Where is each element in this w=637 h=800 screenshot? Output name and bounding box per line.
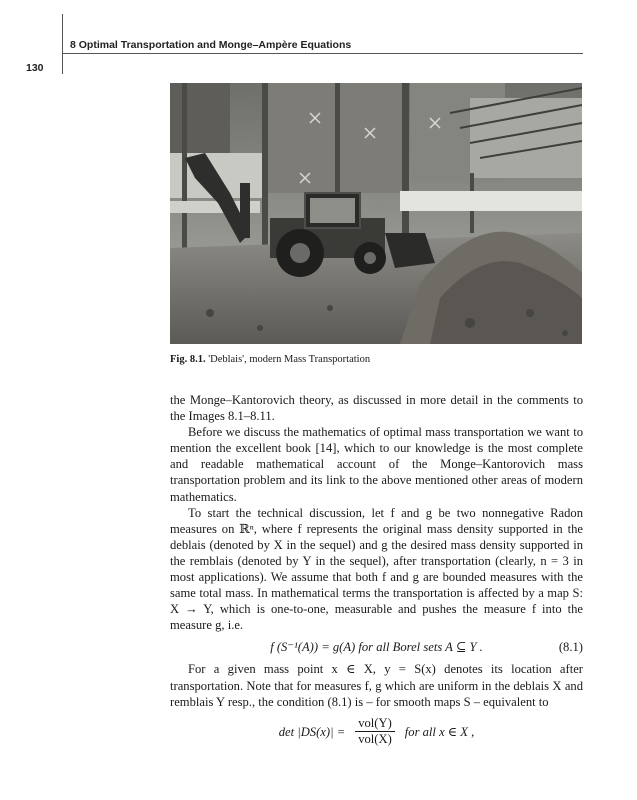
equation-det-right: for all x ∈ X , bbox=[404, 724, 475, 739]
equation-det bbox=[170, 710, 583, 754]
equation-8-1 bbox=[170, 633, 583, 661]
page-number: 130 bbox=[26, 62, 44, 74]
body-text bbox=[170, 392, 583, 754]
equation-det-left: det |DS(x)| = bbox=[278, 724, 346, 739]
paragraph-1: the Monge–Kantorovich theory, as discussed in more detail in the comments to the Images 8.1–8.11. bbox=[170, 393, 583, 424]
figure-caption-text: 'Deblais', modern Mass Transportation bbox=[208, 354, 371, 365]
equation-det-numerator: vol(Y) bbox=[355, 716, 395, 732]
paragraph-3: To start the technical discussion, let f and g be two nonnegative Radon measures on ℝⁿ, where f represents the original mass density supported in the deblais (denoted by X in the sequel) and g the desired mass density supported in the remblais (denoted by Y in the sequel), after transportation (clearly, n = 3 in most applications). We assume that both f and g are bounded measures with the same total mass. In mathematical terms the transportation is affected by a map S: X → Y, which is one-to-one, measurable and pushes the measure f into the measure g, i.e. bbox=[170, 505, 583, 633]
header-rule bbox=[62, 53, 583, 54]
figure-photo bbox=[170, 83, 582, 344]
figure-label: Fig. 8.1. bbox=[170, 354, 206, 365]
figure-caption bbox=[170, 354, 370, 365]
equation-det-denominator: vol(X) bbox=[358, 732, 392, 747]
equation-8-1-number: (8.1) bbox=[558, 640, 583, 655]
equation-8-1-body: f (S⁻¹(A)) = g(A) for all Borel sets A ⊆ Y . bbox=[270, 640, 483, 655]
margin-rule-vertical bbox=[62, 14, 63, 74]
equation-det-fraction bbox=[355, 716, 395, 747]
bulldozer-photo-icon bbox=[170, 83, 582, 344]
running-head: 8 Optimal Transportation and Monge–Ampère Equations bbox=[70, 39, 352, 51]
paragraph-4: For a given mass point x ∈ X, y = S(x) denotes its location after transportation. Note that for measures f, g which are uniform in the deblais X and remblais Y resp., the condition (8.1) is – for smooth maps S – equivalent to bbox=[170, 662, 583, 709]
paragraph-2: Before we discuss the mathematics of optimal mass transportation we want to mention the excellent book [14], which to our knowledge is the most complete and readable mathematical account of the Monge–Kantorovich mass transportation problem and its link to the above mentioned other areas of modern mathematics. bbox=[170, 425, 583, 504]
